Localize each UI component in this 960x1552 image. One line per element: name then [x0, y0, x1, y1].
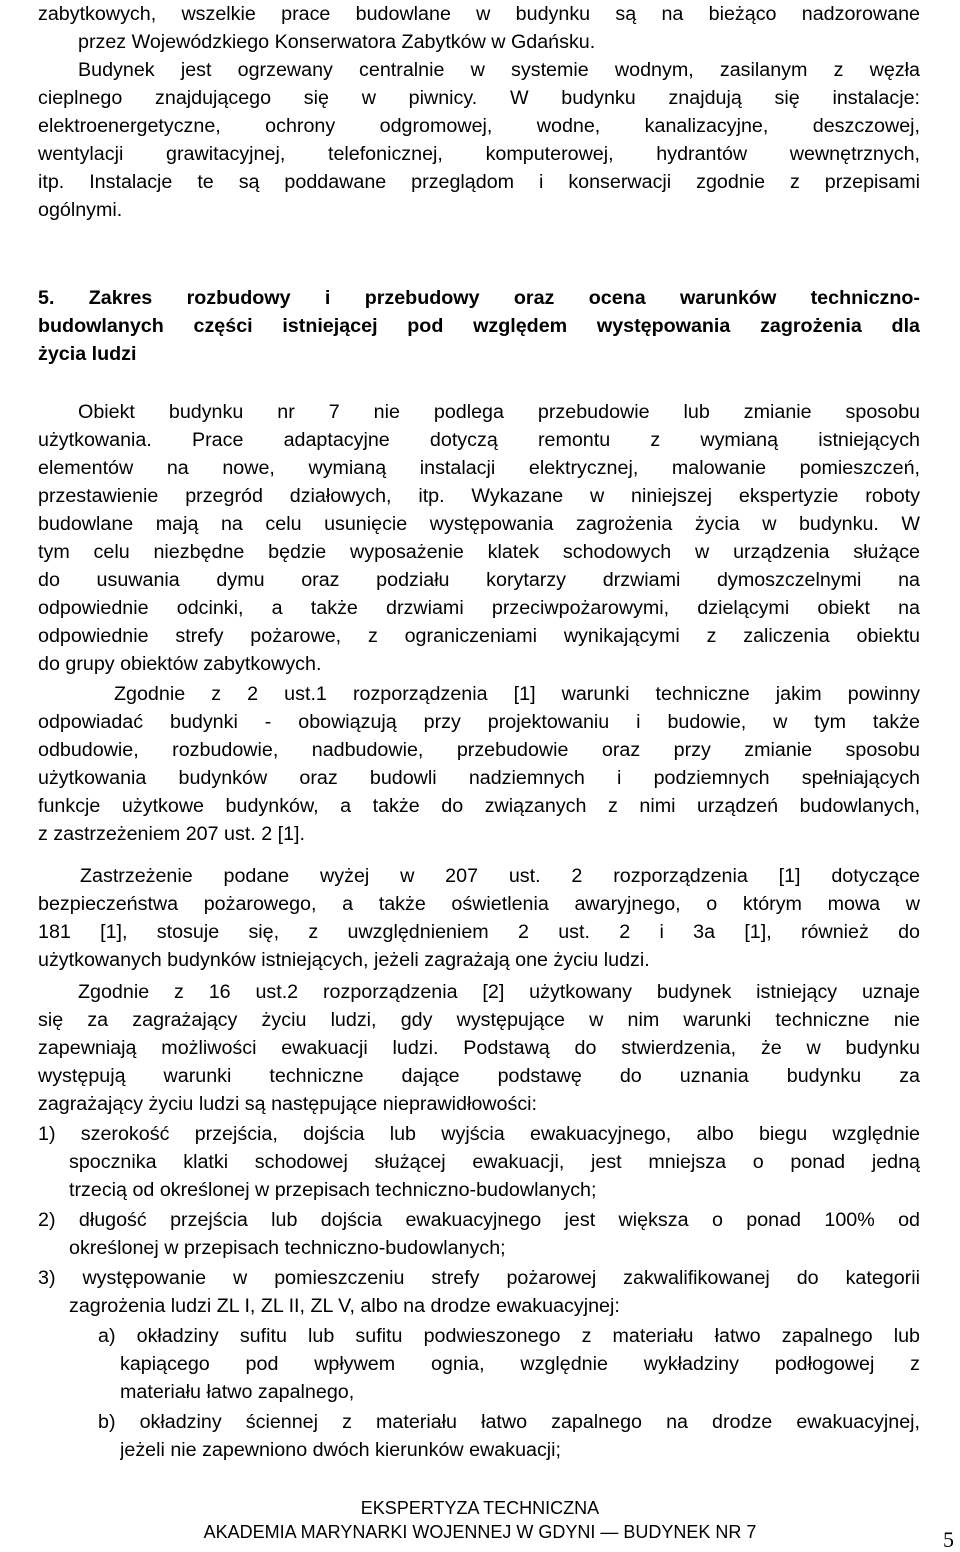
section-heading: budowlanych części istniejącej pod względem występowania zagrożenia dla — [38, 315, 920, 337]
text-line: odpowiednie odcinki, a także drzwiami przeciwpożarowymi, dzielącymi obiekt na — [38, 597, 920, 619]
section-heading: 5. Zakres rozbudowy i przebudowy oraz ocena warunków techniczno- — [38, 287, 920, 309]
text-line: użytkowanych budynków istniejących, jeżeli zagrażają one życiu ludzi. — [38, 949, 650, 971]
text-line: 181 [1], stosuje się, z uwzględnieniem 2 ust. 2 i 3a [1], również do — [38, 921, 920, 943]
text-line: cieplnego znajdującego się w piwnicy. W budynku znajdują się instalacje: — [38, 87, 920, 109]
text-line: odpowiadać budynki - obowiązują przy projektowaniu i budowie, w tym także — [38, 711, 920, 733]
text-line: elementów na nowe, wymianą instalacji elektrycznej, malowanie pomieszczeń, — [38, 457, 920, 479]
list-item: zagrożenia ludzi ZL I, ZL II, ZL V, albo na drodze ewakuacyjnej: — [69, 1295, 620, 1317]
text-line: się za zagrażający życiu ludzi, gdy występujące w nim warunki techniczne nie — [38, 1009, 920, 1031]
text-line: itp. Instalacje te są poddawane przeglądom i konserwacji zgodnie z przepisami — [38, 171, 920, 193]
text-line: ogólnymi. — [38, 199, 123, 221]
text-line: przez Wojewódzkiego Konserwatora Zabytków w Gdańsku. — [78, 31, 596, 53]
text-line: funkcje użytkowe budynków, a także do związanych z nimi urządzeń budowlanych, — [38, 795, 920, 817]
text-line: występują warunki techniczne dające podstawę do uznania budynku za — [38, 1065, 920, 1087]
list-item: 3) występowanie w pomieszczeniu strefy pożarowej zakwalifikowanej do kategorii — [38, 1267, 920, 1289]
footer-subtitle: AKADEMIA MARYNARKI WOJENNEJ W GDYNI — BUDYNEK NR 7 — [203, 1522, 757, 1542]
sub-list-item: materiału łatwo zapalnego, — [120, 1381, 355, 1403]
text-line: budowlane mają na celu usunięcie występowania zagrożenia życia w budynku. W — [38, 513, 920, 535]
list-item: trzecią od określonej w przepisach techniczno-budowlanych; — [69, 1179, 597, 1201]
text-line: tym celu niezbędne będzie wyposażenie klatek schodowych w urządzenia służące — [38, 541, 920, 563]
list-item: spocznika klatki schodowej służącej ewakuacji, jest mniejsza o ponad jedną — [69, 1151, 920, 1173]
text-line: wentylacji grawitacyjnej, telefonicznej, komputerowej, hydrantów wewnętrznych, — [38, 143, 920, 165]
text-line: odbudowie, rozbudowie, nadbudowie, przebudowie oraz przy zmianie sposobu — [38, 739, 920, 761]
text-line: Budynek jest ogrzewany centralnie w systemie wodnym, zasilanym z węzła — [78, 59, 920, 81]
text-line: elektroenergetyczne, ochrony odgromowej, wodne, kanalizacyjne, deszczowej, — [38, 115, 920, 137]
text-line: do grupy obiektów zabytkowych. — [38, 653, 322, 675]
text-line: zabytkowych, wszelkie prace budowlane w budynku są na bieżąco nadzorowane — [38, 3, 920, 25]
sub-list-item: a) okładziny sufitu lub sufitu podwieszonego z materiału łatwo zapalnego lub — [98, 1325, 920, 1347]
text-line: odpowiednie strefy pożarowe, z ograniczeniami wynikającymi z zaliczenia obiektu — [38, 625, 920, 647]
text-line: użytkowania. Prace adaptacyjne dotyczą remontu z wymianą istniejących — [38, 429, 920, 451]
sub-list-item: kapiącego pod wpływem ognia, względnie wykładziny podłogowej z — [120, 1353, 920, 1375]
list-item: określonej w przepisach techniczno-budowlanych; — [69, 1237, 506, 1259]
sub-list-item: b) okładziny ściennej z materiału łatwo zapalnego na drodze ewakuacyjnej, — [98, 1411, 920, 1433]
text-line: bezpieczeństwa pożarowego, a także oświetlenia awaryjnego, o którym mowa w — [38, 893, 920, 915]
text-line: Zgodnie z 2 ust.1 rozporządzenia [1] warunki techniczne jakim powinny — [114, 683, 920, 705]
list-item: 1) szerokość przejścia, dojścia lub wyjścia ewakuacyjnego, albo biegu względnie — [38, 1123, 920, 1145]
text-line: zapewniają możliwości ewakuacji ludzi. Podstawą do stwierdzenia, że w budynku — [38, 1037, 920, 1059]
footer-title: EKSPERTYZA TECHNICZNA — [360, 1498, 600, 1518]
sub-list-item: jeżeli nie zapewniono dwóch kierunków ewakuacji; — [120, 1439, 562, 1461]
page-number: 5 — [943, 1527, 954, 1552]
text-line: Zastrzeżenie podane wyżej w 207 ust. 2 rozporządzenia [1] dotyczące — [80, 865, 920, 887]
text-line: zagrażający życiu ludzi są następujące nieprawidłowości: — [38, 1093, 538, 1115]
section-heading: życia ludzi — [38, 343, 137, 365]
text-line: przestawienie przegród działowych, itp. Wykazane w niniejszej ekspertyzie roboty — [38, 485, 920, 507]
text-line: do usuwania dymu oraz podziału korytarzy drzwiami dymoszczelnymi na — [38, 569, 920, 591]
text-line: użytkowania budynków oraz budowli nadziemnych i podziemnych spełniających — [38, 767, 920, 789]
text-line: Zgodnie z 16 ust.2 rozporządzenia [2] użytkowany budynek istniejący uznaje — [78, 981, 920, 1003]
list-item: 2) długość przejścia lub dojścia ewakuacyjnego jest większa o ponad 100% od — [38, 1209, 920, 1231]
text-line: Obiekt budynku nr 7 nie podlega przebudowie lub zmianie sposobu — [78, 401, 920, 423]
text-line: z zastrzeżeniem 207 ust. 2 [1]. — [38, 823, 306, 845]
